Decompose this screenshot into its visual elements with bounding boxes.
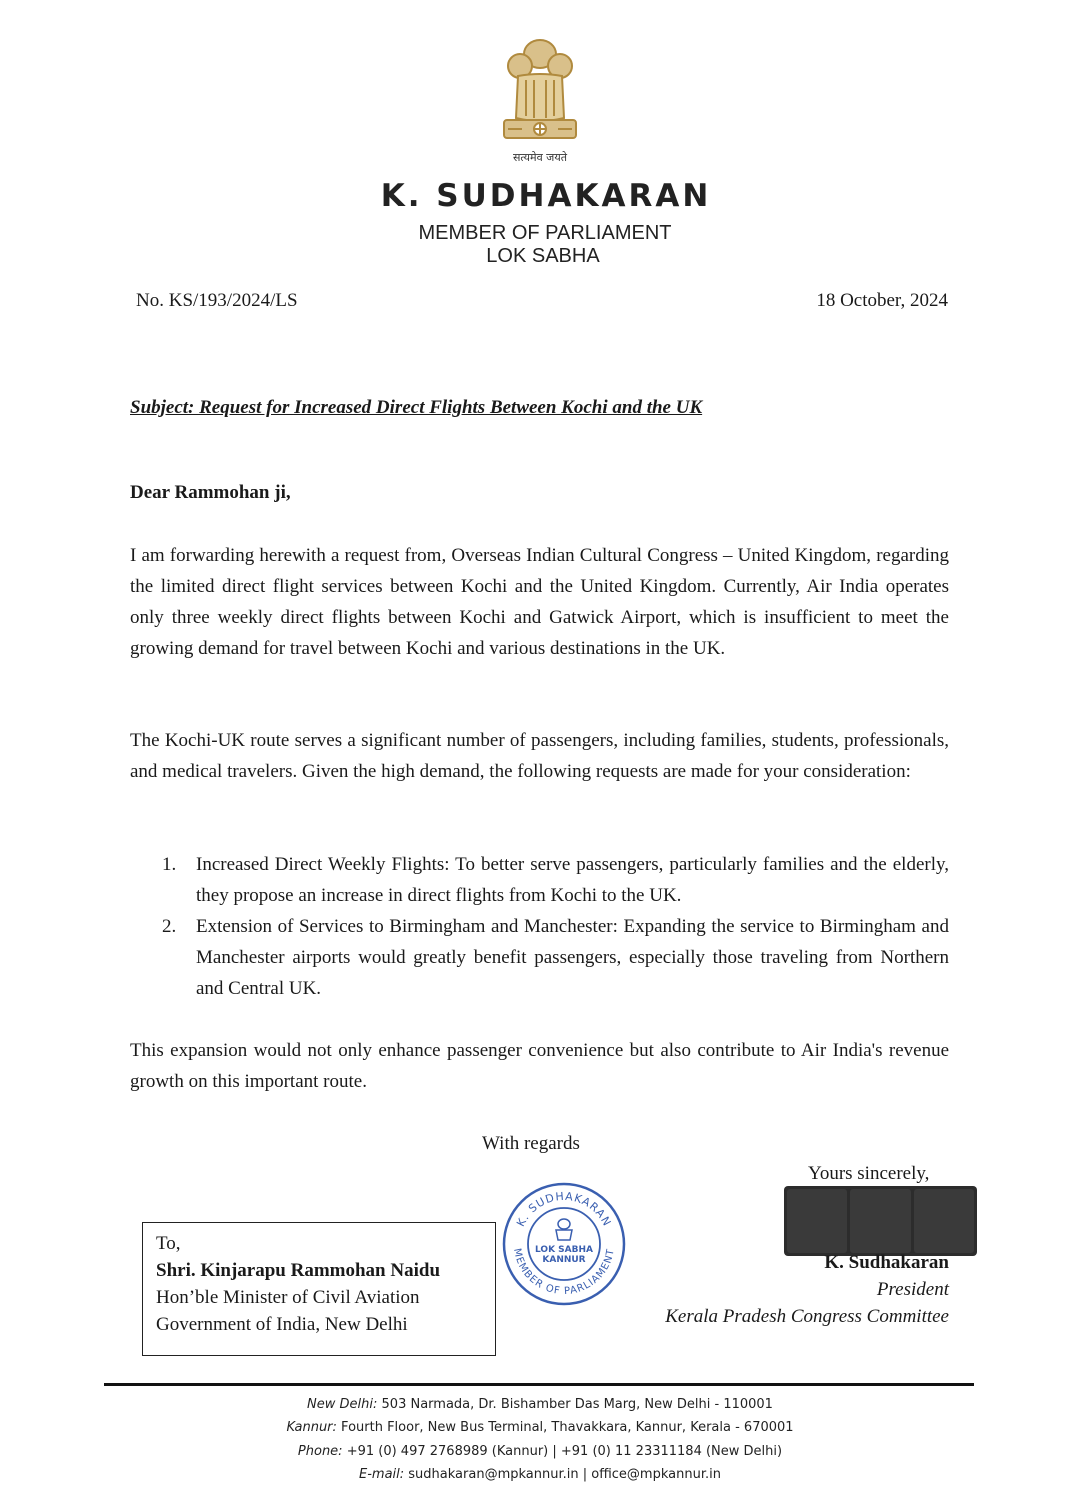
footer-phone <box>0 1444 1080 1459</box>
svg-text:LOK SABHA: LOK SABHA <box>535 1245 593 1255</box>
svg-text:KANNUR: KANNUR <box>542 1255 586 1265</box>
list-item <box>130 849 949 911</box>
letterhead-name: K. SUDHAKARAN <box>380 178 712 214</box>
list-item-text: Extension of Services to Birmingham and Manchester: Expanding the service to Birmingham and Manchester airports would greatly benefit passengers, especially those traveling from Northern and Central UK. <box>196 916 949 999</box>
official-seal-stamp <box>500 1180 628 1308</box>
letterhead-role: MEMBER OF PARLIAMENT <box>418 222 672 244</box>
addressee-government: Government of India, New Delhi <box>156 1314 408 1335</box>
footer-value: Fourth Floor, New Bus Terminal, Thavakkara, Kannur, Kerala - 670001 <box>336 1420 794 1435</box>
footer-value: 503 Narmada, Dr. Bishamber Das Marg, New Delhi - 110001 <box>377 1397 773 1412</box>
reference-number: No. KS/193/2024/LS <box>136 290 298 311</box>
footer-label: E-mail: <box>359 1467 405 1482</box>
footer-kannur-address <box>0 1420 1080 1435</box>
footer-label: Kannur: <box>286 1420 337 1435</box>
subject-line: Subject: Request for Increased Direct Flights Between Kochi and the UK <box>130 397 703 418</box>
addressee-name: Shri. Kinjarapu Rammohan Naidu <box>156 1260 441 1281</box>
addressee-to: To, <box>156 1233 181 1254</box>
footer-label: New Delhi: <box>307 1397 378 1412</box>
footer-value: +91 (0) 497 2768989 (Kannur) | +91 (0) 11 23311184 (New Delhi) <box>342 1444 783 1459</box>
svg-text:MEMBER OF PARLIAMENT: MEMBER OF PARLIAMENT <box>511 1247 617 1298</box>
redaction-segment <box>850 1189 910 1253</box>
signer-organization: Kerala Pradesh Congress Committee <box>665 1306 949 1327</box>
salutation: Dear Rammohan ji, <box>130 482 291 503</box>
footer-value: sudhakaran@mpkannur.in | office@mpkannur.in <box>404 1467 721 1482</box>
footer-label: Phone: <box>297 1444 343 1459</box>
closing-regards: With regards <box>482 1133 580 1154</box>
addressee-office: Hon’ble Minister of Civil Aviation <box>156 1287 420 1308</box>
body-paragraph-2: The Kochi-UK route serves a significant number of passengers, including families, students, professionals, and medical travelers. Given the high demand, the following requests are made for your consideration: <box>130 730 949 782</box>
redaction-segment <box>787 1189 847 1253</box>
svg-text:K. SUDHAKARAN: K. SUDHAKARAN <box>514 1189 614 1229</box>
signer-name: K. Sudhakaran <box>824 1252 949 1273</box>
body-paragraph-1: I am forwarding herewith a request from, Overseas Indian Cultural Congress – United Kingdom, regarding the limited direct flight services between Kochi and the United Kingdom. Currently, Air India operates only three weekly direct flights between Kochi and Gatwick Airport, which is insufficient to meet the growing demand for travel between Kochi and various destinations in the UK. <box>130 545 949 659</box>
body-paragraph-3: This expansion would not only enhance passenger convenience but also contribute to Air India's revenue growth on this important route. <box>130 1040 949 1092</box>
list-item-text: Increased Direct Weekly Flights: To better serve passengers, particularly families and the elderly, they propose an increase in direct flights from Kochi to the UK. <box>196 854 949 906</box>
list-item-number: 2. <box>162 916 177 937</box>
letterhead-house: LOK SABHA <box>486 245 600 267</box>
letter-date: 18 October, 2024 <box>816 290 948 311</box>
emblem-motto: सत्यमेव जयते <box>512 151 567 164</box>
requests-list <box>130 849 949 1004</box>
footer-email <box>0 1467 1080 1482</box>
signer-title: President <box>876 1279 949 1300</box>
signature-redaction-block <box>784 1186 977 1256</box>
footer-delhi-address <box>0 1397 1080 1412</box>
footer-divider <box>104 1383 974 1386</box>
list-item-number: 1. <box>162 854 177 875</box>
closing-yours: Yours sincerely, <box>808 1163 930 1184</box>
list-item <box>130 911 949 1004</box>
redaction-segment <box>914 1189 974 1253</box>
